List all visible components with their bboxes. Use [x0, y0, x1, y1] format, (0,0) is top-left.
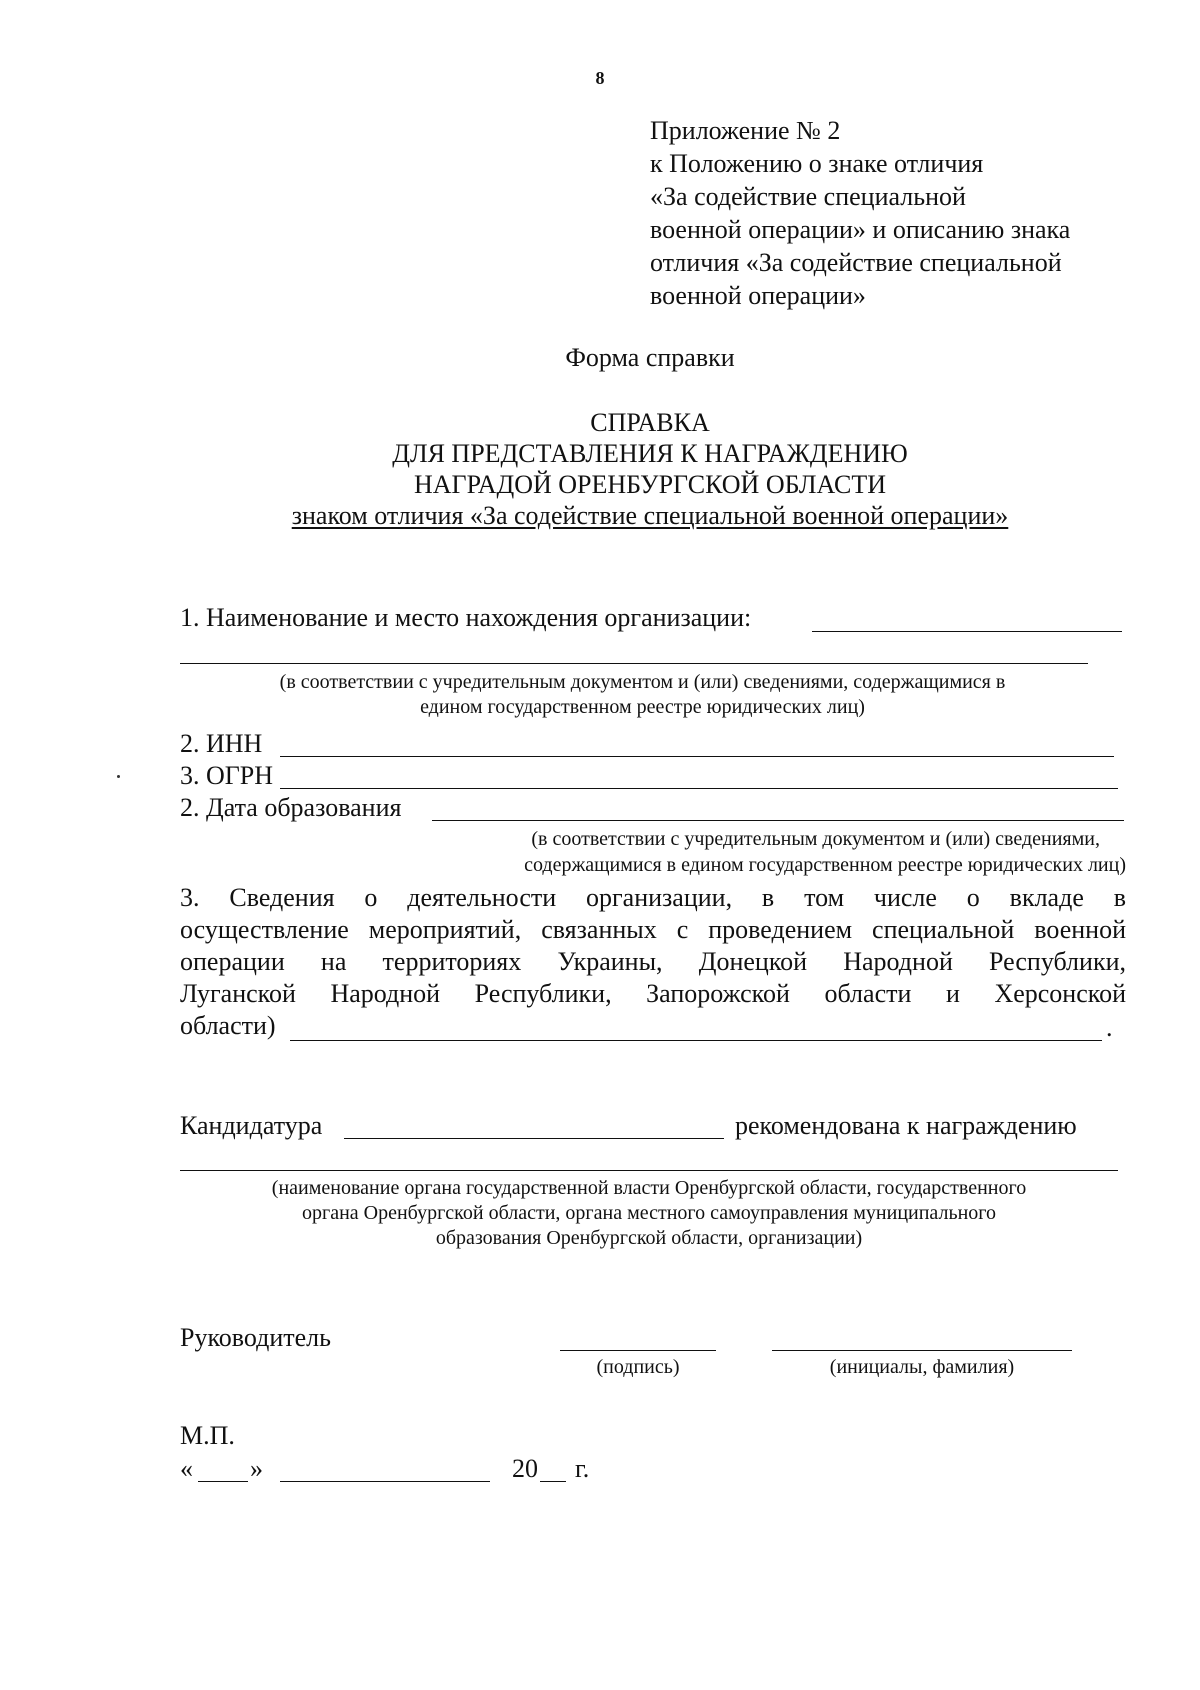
appendix-line: Приложение № 2	[650, 116, 841, 145]
activity-line: осуществление мероприятий, связанных с проведением специальной военной	[180, 915, 1126, 944]
hint-line: образования Оренбургской области, организации)	[435, 1227, 863, 1249]
title-line: ДЛЯ ПРЕДСТАВЛЕНИЯ К НАГРАЖДЕНИЮ	[392, 439, 908, 468]
candidate-field-line[interactable]	[344, 1138, 724, 1139]
ogrn-label: 3. ОГРН	[180, 761, 274, 790]
page-number: 8	[595, 68, 605, 88]
hint-line: органа Оренбургской области, органа местного самоуправления муниципального	[301, 1202, 996, 1224]
form-label: Форма справки	[565, 343, 735, 372]
appendix-line: «За содействие специальной	[650, 182, 966, 211]
signature-hint: (подпись)	[596, 1356, 680, 1378]
date-open-quote: «	[180, 1454, 193, 1483]
activity-field-line[interactable]	[290, 1040, 1102, 1041]
org-name-hint	[180, 670, 1105, 720]
candidate-label: Кандидатура	[180, 1111, 323, 1140]
candidate-hint	[180, 1176, 1118, 1251]
inn-label: 2. ИНН	[180, 729, 263, 758]
hint-line: (наименование органа государственной власти Оренбургской области, государственного	[271, 1177, 1027, 1199]
appendix-line: к Положению о знаке отличия	[650, 149, 984, 178]
certificate-title	[0, 407, 1200, 531]
date-year-suffix: г.	[575, 1454, 590, 1483]
head-label: Руководитель	[180, 1323, 331, 1352]
org-name-label: 1. Наименование и место нахождения организации:	[180, 603, 752, 632]
ogrn-field-line[interactable]	[280, 788, 1118, 789]
stamp-label: М.П.	[180, 1421, 235, 1450]
founded-label: 2. Дата образования	[180, 793, 402, 822]
date-year-prefix: 20	[512, 1454, 538, 1483]
date-year-line[interactable]	[540, 1481, 566, 1482]
inn-field-line[interactable]	[280, 756, 1114, 757]
scan-speck	[117, 775, 120, 778]
appendix-line: военной операции»	[650, 281, 866, 310]
recommended-text: рекомендована к награждению	[735, 1111, 1077, 1140]
date-month-line[interactable]	[280, 1481, 490, 1482]
activity-end-period: .	[1106, 1013, 1113, 1042]
name-hint: (инициалы, фамилия)	[829, 1356, 1015, 1378]
candidate-field-line-2[interactable]	[180, 1170, 1118, 1171]
founded-field-line[interactable]	[432, 820, 1124, 821]
activity-paragraph	[180, 882, 1126, 1042]
date-close-quote: »	[250, 1454, 263, 1483]
title-subtitle: знаком отличия «За содействие специальной военной операции»	[291, 501, 1009, 530]
appendix-header	[650, 114, 1070, 312]
signature-field-line[interactable]	[560, 1350, 716, 1351]
activity-line: Луганской Народной Республики, Запорожской области и Херсонской	[180, 979, 1126, 1008]
activity-line: операции на территориях Украины, Донецкой Народной Республики,	[180, 947, 1126, 976]
hint-line: (в соответствии с учредительным документом и (или) сведениями, содержащимися в	[279, 671, 1006, 693]
title-line: НАГРАДОЙ ОРЕНБУРГСКОЙ ОБЛАСТИ	[413, 470, 886, 499]
title-line: СПРАВКА	[590, 408, 710, 437]
activity-line: области)	[180, 1011, 276, 1040]
appendix-line: военной операции» и описанию знака	[650, 215, 1071, 244]
org-name-field-line-2[interactable]	[180, 663, 1088, 664]
org-name-field-line[interactable]	[812, 631, 1122, 632]
founded-hint	[0, 826, 1126, 878]
date-day-line[interactable]	[198, 1481, 248, 1482]
activity-line: 3. Сведения о деятельности организации, в том числе о вкладе в	[180, 883, 1126, 912]
hint-line: (в соответствии с учредительным документом и (или) сведениями,	[531, 828, 1100, 850]
hint-line: едином государственном реестре юридических лиц)	[420, 696, 865, 718]
hint-line: содержащимися в едином государственном реестре юридических лиц)	[524, 854, 1126, 876]
name-field-line[interactable]	[772, 1350, 1072, 1351]
appendix-line: отличия «За содействие специальной	[650, 248, 1062, 277]
